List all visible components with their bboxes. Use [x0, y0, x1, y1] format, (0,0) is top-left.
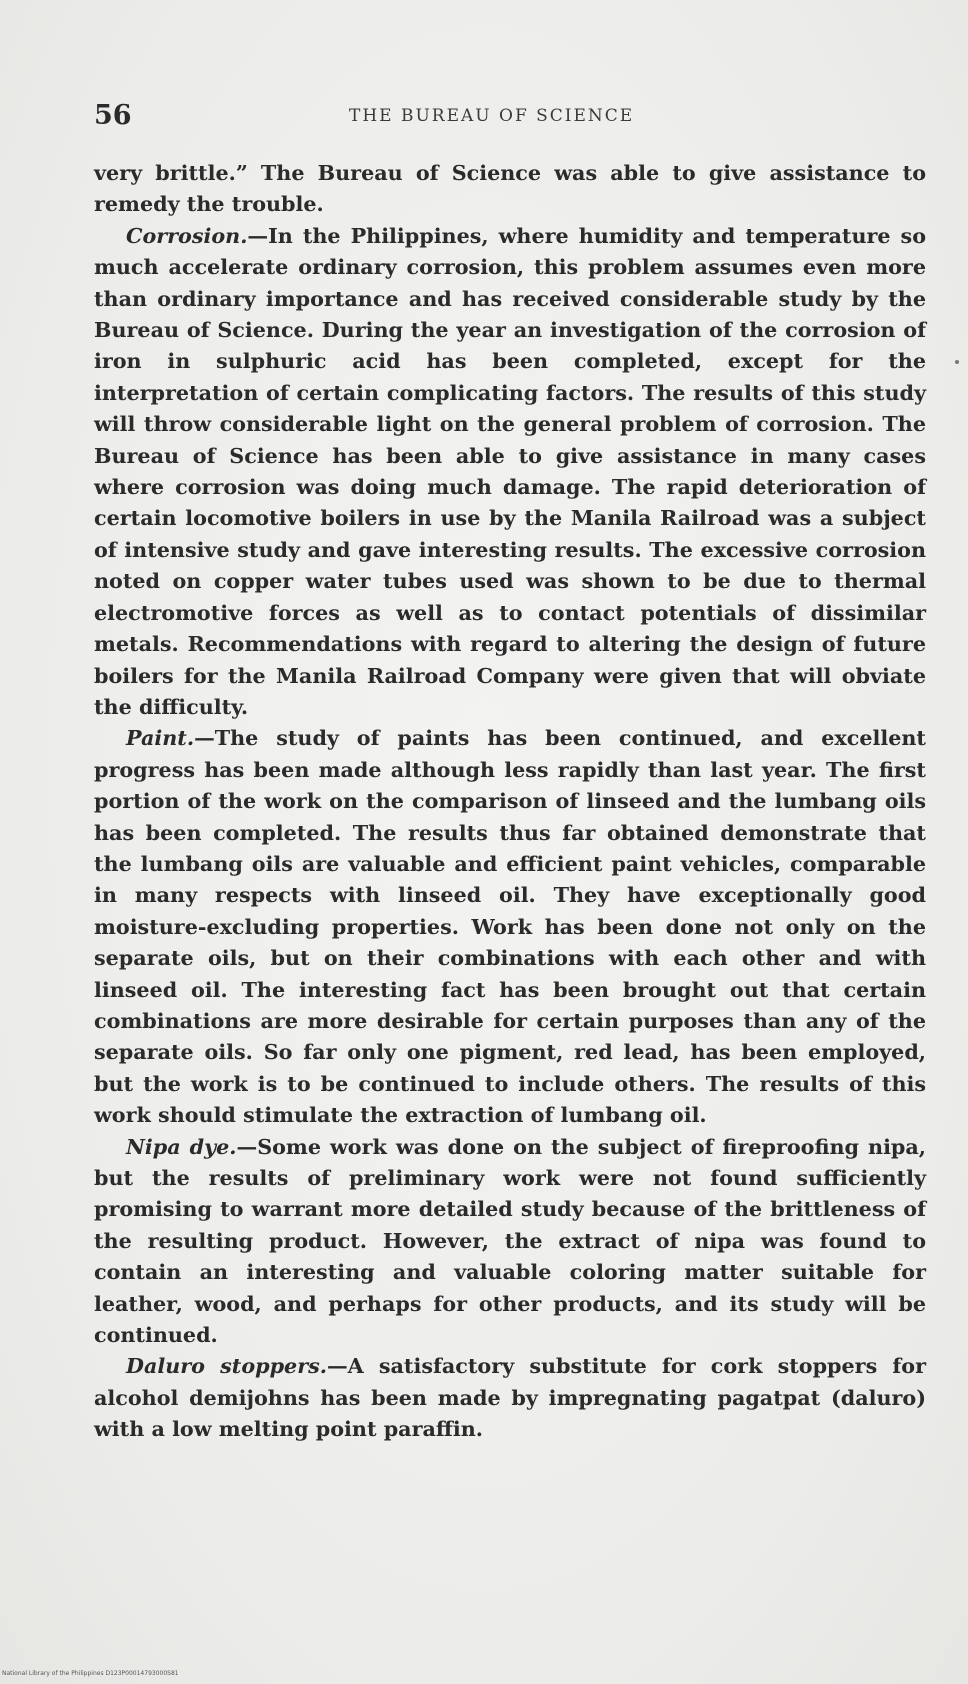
page-header	[94, 100, 694, 140]
paragraph-paint	[94, 723, 926, 1131]
section-lead-daluro-stoppers: Daluro stoppers.	[126, 1354, 327, 1379]
paragraph-text: very brittle.” The Bureau of Science was able to give assistance to remedy the trouble.	[94, 161, 926, 217]
paragraph-text: —A satisfactory substitute for cork stoppers for alcohol demijohns has been made by impregnating pagatpat (daluro) with a low melting point paraffin.	[94, 1354, 926, 1442]
paragraph-text: —The study of paints has been continued, and excellent progress has been made although less rapidly than last year. The first portion of the work on the comparison of linseed and the lumbang oils has been completed. The results thus far obtained demonstrate that the lumbang oils are valuable and efficient paint vehicles, comparable in many respects with linseed oil. They have exceptionally good moisture-excluding properties. Work has been done not only on the separate oils, but on their combinations with each other and with linseed oil. The interesting fact has been brought out that certain combinations are more desirable for certain purposes than any of the separate oils. So far only one pigment, red lead, has been employed, but the work is to be continued to include others. The results of this work should stimulate the extraction of lumbang oil.	[94, 726, 926, 1128]
paragraph-daluro-stoppers	[94, 1351, 926, 1445]
section-lead-nipa-dye: Nipa dye.	[126, 1134, 237, 1159]
scan-speck	[955, 360, 959, 364]
library-stamp: National Library of the Philippines D123P00014793000S81	[2, 1670, 179, 1677]
paragraph-nipa-dye	[94, 1132, 926, 1352]
page-number: 56	[94, 100, 132, 131]
section-lead-corrosion: Corrosion.	[126, 223, 248, 248]
paragraph-corrosion	[94, 221, 926, 724]
paragraph-text: —Some work was done on the subject of fireproofing nipa, but the results of preliminary work were not found sufficiently promising to warrant more detailed study because of the brittleness of the resulting product. However, the extract of nipa was found to contain an interesting and valuable coloring matter suitable for leather, wood, and perhaps for other products, and its study will be continued.	[94, 1134, 926, 1348]
running-head: THE BUREAU OF SCIENCE	[349, 106, 635, 126]
body-text	[94, 158, 926, 1446]
section-lead-paint: Paint.	[126, 726, 195, 751]
paragraph-continuation	[94, 158, 926, 221]
paragraph-text: —In the Philippines, where humidity and temperature so much accelerate ordinary corrosion, this problem assumes even more than ordinary importance and has received considerable study by the Bureau of Science. During the year an investigation of the corrosion of iron in sulphuric acid has been completed, except for the interpretation of certain complicating factors. The results of this study will throw considerable light on the general problem of corrosion. The Bureau of Science has been able to give assistance in many cases where corrosion was doing much damage. The rapid deterioration of certain locomotive boilers in use by the Manila Railroad was a subject of intensive study and gave interesting results. The excessive corrosion noted on copper water tubes used was shown to be due to thermal electromotive forces as well as to contact potentials of dissimilar metals. Recommendations with regard to altering the design of future boilers for the Manila Railroad Company were given that will obviate the difficulty.	[94, 223, 926, 719]
